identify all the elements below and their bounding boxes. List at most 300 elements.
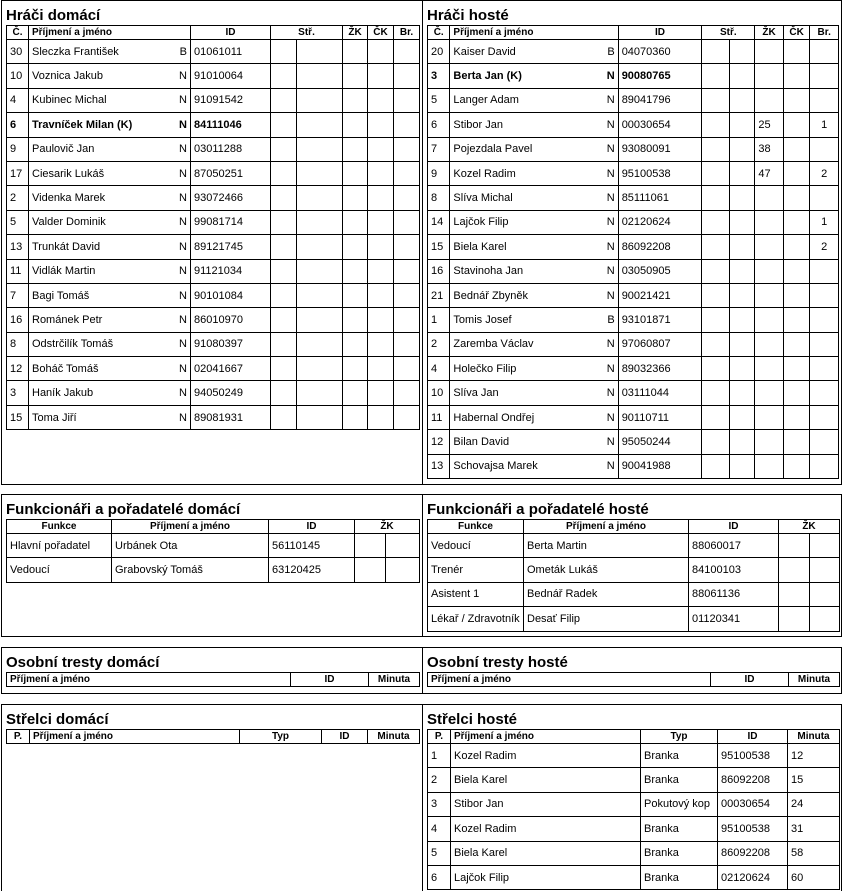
scorer-row — [428, 841, 840, 865]
player-str — [702, 357, 730, 381]
player-ck — [783, 210, 810, 234]
player-flag: N — [606, 70, 615, 83]
player-number: 5 — [428, 88, 450, 112]
player-number: 1 — [428, 308, 450, 332]
player-br — [394, 40, 420, 64]
player-flag: N — [179, 240, 187, 253]
player-str — [702, 259, 730, 283]
player-row — [7, 210, 420, 234]
player-name-cell — [450, 88, 618, 112]
official-id: 56110145 — [269, 534, 355, 558]
official-name: Ometák Lukáš — [524, 558, 689, 582]
player-zk — [343, 405, 368, 429]
player-br — [810, 357, 839, 381]
scorer-name: Lajčok Filip — [451, 865, 641, 889]
col-ck: ČK — [783, 26, 810, 40]
player-number: 3 — [7, 381, 29, 405]
player-number: 9 — [7, 137, 29, 161]
penalties-home-table — [6, 672, 420, 687]
player-name: Románek Petr — [32, 313, 103, 326]
scorer-type: Pokutový kop — [641, 792, 718, 816]
scorer-name: Kozel Radim — [451, 744, 641, 768]
player-flag: N — [179, 289, 187, 302]
player-name-cell — [29, 64, 191, 88]
player-str — [702, 113, 730, 137]
player-number: 6 — [428, 113, 450, 137]
player-ck — [783, 283, 810, 307]
player-name: Videnka Marek — [32, 192, 106, 205]
player-number: 10 — [428, 381, 450, 405]
player-name: Vidlák Martin — [32, 265, 96, 278]
player-str — [271, 113, 297, 137]
col-minute: Minuta — [368, 730, 420, 744]
player-id: 90101084 — [191, 283, 271, 307]
player-id: 02120624 — [618, 210, 702, 234]
player-name-cell — [450, 161, 618, 185]
scorers-home-header — [7, 730, 420, 744]
player-row — [7, 137, 420, 161]
player-str-extra — [297, 405, 343, 429]
player-name-cell — [29, 40, 191, 64]
player-br: 1 — [810, 113, 839, 137]
col-zk: ŽK — [343, 26, 368, 40]
player-str — [271, 283, 297, 307]
player-flag: N — [606, 216, 615, 229]
player-row — [428, 405, 839, 429]
scorer-row — [428, 744, 840, 768]
player-number: 7 — [7, 283, 29, 307]
player-br — [810, 137, 839, 161]
official-id: 63120425 — [269, 558, 355, 582]
player-row — [7, 235, 420, 259]
player-str — [271, 381, 297, 405]
player-str — [271, 357, 297, 381]
scorer-order: 1 — [428, 744, 451, 768]
player-br — [394, 235, 420, 259]
player-str — [702, 430, 730, 454]
player-str-extra — [729, 430, 755, 454]
player-id: 84111046 — [191, 113, 271, 137]
player-name: Lajčok Filip — [453, 216, 509, 229]
player-br — [394, 332, 420, 356]
player-str — [271, 210, 297, 234]
players-home-title: Hráči domácí — [6, 7, 101, 24]
player-zk — [755, 454, 784, 478]
player-str-extra — [729, 235, 755, 259]
player-str-extra — [729, 64, 755, 88]
player-zk — [343, 64, 368, 88]
scorer-name: Biela Karel — [451, 768, 641, 792]
player-row — [428, 283, 839, 307]
col-id: ID — [191, 26, 271, 40]
player-flag: N — [179, 338, 187, 351]
player-name: Toma Jiří — [32, 411, 77, 424]
penalties-away-table — [427, 672, 840, 687]
player-row — [7, 308, 420, 332]
player-number: 17 — [7, 161, 29, 185]
scorer-minute: 58 — [788, 841, 840, 865]
player-br: 1 — [810, 210, 839, 234]
player-number: 3 — [428, 64, 450, 88]
player-row — [428, 161, 839, 185]
player-ck — [368, 137, 394, 161]
player-br — [394, 381, 420, 405]
official-role: Trenér — [428, 558, 524, 582]
player-row — [7, 186, 420, 210]
player-zk — [755, 332, 784, 356]
player-row — [428, 186, 839, 210]
official-id: 88061136 — [689, 582, 779, 606]
scorers-away-title: Střelci hosté — [427, 711, 518, 728]
col-id: ID — [269, 520, 355, 534]
player-str — [271, 259, 297, 283]
player-row — [428, 64, 839, 88]
player-name: Haník Jakub — [32, 387, 94, 400]
player-br — [810, 259, 839, 283]
col-id: ID — [291, 673, 369, 687]
player-str — [702, 137, 730, 161]
col-str: Stř. — [702, 26, 755, 40]
player-name: Valder Dominik — [32, 216, 106, 229]
scorer-name: Stibor Jan — [451, 792, 641, 816]
player-number: 2 — [7, 186, 29, 210]
col-p: P. — [428, 730, 451, 744]
scorer-order: 3 — [428, 792, 451, 816]
player-number: 8 — [7, 332, 29, 356]
player-flag: N — [606, 338, 615, 351]
player-number: 4 — [7, 88, 29, 112]
player-br — [810, 430, 839, 454]
player-row — [428, 357, 839, 381]
player-ck — [368, 210, 394, 234]
player-ck — [783, 88, 810, 112]
player-number: 7 — [428, 137, 450, 161]
player-str — [271, 88, 297, 112]
player-id: 93080091 — [618, 137, 702, 161]
scorer-id: 02120624 — [718, 865, 788, 889]
player-str — [702, 405, 730, 429]
player-flag: N — [179, 94, 187, 107]
player-name-cell — [450, 283, 618, 307]
player-row — [7, 283, 420, 307]
scorer-minute: 60 — [788, 865, 840, 889]
player-zk — [343, 186, 368, 210]
player-str-extra — [729, 210, 755, 234]
player-id: 89041796 — [618, 88, 702, 112]
player-ck — [368, 283, 394, 307]
player-str — [702, 332, 730, 356]
player-name-cell — [29, 332, 191, 356]
player-id: 01061011 — [191, 40, 271, 64]
player-name-cell — [450, 430, 618, 454]
player-name-cell — [450, 357, 618, 381]
player-flag: N — [179, 362, 187, 375]
player-row — [7, 88, 420, 112]
player-row — [428, 332, 839, 356]
official-role: Vedoucí — [428, 534, 524, 558]
player-zk: 25 — [755, 113, 784, 137]
scorers-home-title: Střelci domácí — [6, 711, 109, 728]
player-zk — [755, 40, 784, 64]
col-name: Příjmení a jméno — [451, 730, 641, 744]
player-id: 91121034 — [191, 259, 271, 283]
player-number: 12 — [7, 357, 29, 381]
player-str-extra — [729, 283, 755, 307]
official-zk — [355, 534, 386, 558]
official-role: Asistent 1 — [428, 582, 524, 606]
col-name: Příjmení a jméno — [29, 26, 191, 40]
player-ck — [783, 40, 810, 64]
player-id: 89121745 — [191, 235, 271, 259]
col-zk: ŽK — [355, 520, 420, 534]
player-ck — [783, 454, 810, 478]
player-row — [7, 332, 420, 356]
col-str: Stř. — [271, 26, 343, 40]
player-ck — [368, 113, 394, 137]
player-id: 02041667 — [191, 357, 271, 381]
player-number: 11 — [7, 259, 29, 283]
penalties-home-title: Osobní tresty domácí — [6, 654, 160, 671]
player-zk: 47 — [755, 161, 784, 185]
player-flag: N — [606, 240, 615, 253]
players-home-table — [6, 25, 420, 430]
player-row — [428, 137, 839, 161]
player-name: Kaiser David — [453, 45, 516, 58]
player-name: Bednář Zbyněk — [453, 289, 529, 302]
player-name: Odstrčilík Tomáš — [32, 338, 114, 351]
player-br — [810, 405, 839, 429]
player-str — [271, 308, 297, 332]
player-flag: N — [606, 118, 615, 131]
player-name-cell — [29, 88, 191, 112]
official-zk-extra — [810, 534, 840, 558]
player-br — [394, 113, 420, 137]
scorer-row — [428, 792, 840, 816]
player-name-cell — [450, 210, 618, 234]
player-row — [428, 381, 839, 405]
player-name: Biela Karel — [453, 240, 507, 253]
col-ck: ČK — [368, 26, 394, 40]
players-home-header — [7, 26, 420, 40]
player-flag: N — [179, 387, 187, 400]
player-flag: N — [606, 289, 615, 302]
player-name: Tomis Josef — [453, 313, 512, 326]
player-name-cell — [29, 186, 191, 210]
player-name: Kozel Radim — [453, 167, 516, 180]
scorers-away-header — [428, 730, 840, 744]
player-zk — [343, 357, 368, 381]
player-number: 15 — [7, 405, 29, 429]
player-str-extra — [297, 308, 343, 332]
player-str-extra — [297, 283, 343, 307]
player-name-cell — [450, 381, 618, 405]
player-row — [7, 357, 420, 381]
player-br — [394, 283, 420, 307]
scorer-id: 86092208 — [718, 768, 788, 792]
penalties-away-title: Osobní tresty hosté — [427, 654, 568, 671]
scorer-minute: 12 — [788, 744, 840, 768]
player-br — [394, 137, 420, 161]
player-id: 91010064 — [191, 64, 271, 88]
player-ck — [368, 308, 394, 332]
player-br — [394, 405, 420, 429]
player-name-cell — [450, 308, 618, 332]
col-zk: ŽK — [755, 26, 784, 40]
player-name-cell — [450, 137, 618, 161]
player-name: Paulovič Jan — [32, 143, 95, 156]
player-id: 85111061 — [618, 186, 702, 210]
player-zk — [343, 137, 368, 161]
player-zk — [343, 88, 368, 112]
player-br — [394, 308, 420, 332]
player-id: 89081931 — [191, 405, 271, 429]
player-number: 30 — [7, 40, 29, 64]
player-str-extra — [297, 381, 343, 405]
player-str-extra — [297, 161, 343, 185]
player-id: 90021421 — [618, 283, 702, 307]
col-name: Příjmení a jméno — [524, 520, 689, 534]
player-str-extra — [729, 454, 755, 478]
player-flag: N — [179, 118, 187, 131]
player-str — [271, 235, 297, 259]
player-str-extra — [297, 40, 343, 64]
player-flag: N — [606, 94, 615, 107]
player-flag: N — [179, 143, 187, 156]
player-flag: N — [606, 411, 615, 424]
player-name: Schovajsa Marek — [453, 460, 538, 473]
player-name: Slíva Jan — [453, 387, 499, 400]
player-flag: N — [606, 143, 615, 156]
player-zk — [343, 381, 368, 405]
player-id: 04070360 — [618, 40, 702, 64]
player-row — [428, 235, 839, 259]
player-zk — [343, 308, 368, 332]
official-name: Berta Martin — [524, 534, 689, 558]
player-name-cell — [29, 235, 191, 259]
player-br — [810, 186, 839, 210]
player-row — [7, 161, 420, 185]
player-id: 03011288 — [191, 137, 271, 161]
player-ck — [368, 357, 394, 381]
player-number: 4 — [428, 357, 450, 381]
player-str-extra — [297, 357, 343, 381]
player-flag: N — [606, 460, 615, 473]
player-id: 86010970 — [191, 308, 271, 332]
player-str — [702, 161, 730, 185]
official-zk-extra — [810, 558, 840, 582]
officials-away-title: Funkcionáři a pořadatelé hosté — [427, 501, 649, 518]
player-str — [271, 137, 297, 161]
player-flag: N — [606, 435, 615, 448]
player-flag: N — [179, 265, 187, 278]
official-role: Vedoucí — [7, 558, 112, 582]
player-flag: B — [607, 45, 615, 58]
player-str-extra — [297, 332, 343, 356]
col-type: Typ — [641, 730, 718, 744]
scorers-away-table — [427, 729, 840, 890]
player-id: 03111044 — [618, 381, 702, 405]
player-id: 87050251 — [191, 161, 271, 185]
player-id: 90041988 — [618, 454, 702, 478]
player-number: 14 — [428, 210, 450, 234]
player-name: Travníček Milan (K) — [32, 118, 133, 131]
scorer-name: Kozel Radim — [451, 817, 641, 841]
scorer-type: Branka — [641, 768, 718, 792]
player-zk — [755, 405, 784, 429]
player-number: 6 — [7, 113, 29, 137]
officials-away-section — [422, 494, 842, 637]
col-type: Typ — [240, 730, 322, 744]
player-row — [428, 308, 839, 332]
official-zk-extra — [386, 558, 420, 582]
player-br — [810, 454, 839, 478]
player-str-extra — [729, 113, 755, 137]
player-zk — [755, 430, 784, 454]
player-name-cell — [450, 113, 618, 137]
player-br — [394, 88, 420, 112]
player-number: 12 — [428, 430, 450, 454]
player-row — [428, 259, 839, 283]
player-row — [428, 210, 839, 234]
official-role: Lékař / Zdravotník — [428, 607, 524, 631]
player-flag: N — [179, 216, 187, 229]
player-flag: B — [607, 313, 615, 326]
player-str-extra — [729, 137, 755, 161]
scorer-id: 95100538 — [718, 817, 788, 841]
player-str — [702, 88, 730, 112]
player-zk — [755, 64, 784, 88]
scorer-row — [428, 865, 840, 889]
player-number: 13 — [7, 235, 29, 259]
player-zk — [755, 357, 784, 381]
player-id: 89032366 — [618, 357, 702, 381]
player-br: 2 — [810, 235, 839, 259]
player-row — [428, 113, 839, 137]
player-name: Kubinec Michal — [32, 94, 107, 107]
col-id: ID — [322, 730, 368, 744]
player-zk — [755, 259, 784, 283]
officials-home-title: Funkcionáři a pořadatelé domácí — [6, 501, 241, 518]
player-flag: N — [179, 411, 187, 424]
officials-away-header — [428, 520, 840, 534]
player-ck — [368, 88, 394, 112]
player-name: Ciesarik Lukáš — [32, 167, 105, 180]
player-ck — [783, 161, 810, 185]
player-str-extra — [729, 259, 755, 283]
col-zk: ŽK — [779, 520, 840, 534]
player-name-cell — [29, 308, 191, 332]
player-zk — [343, 283, 368, 307]
scorer-type: Branka — [641, 865, 718, 889]
player-flag: N — [606, 265, 615, 278]
player-zk — [755, 235, 784, 259]
col-role: Funkce — [428, 520, 524, 534]
player-row — [428, 430, 839, 454]
player-name: Holečko Filip — [453, 362, 517, 375]
player-row — [7, 259, 420, 283]
players-away-title: Hráči hosté — [427, 7, 509, 24]
player-zk — [755, 88, 784, 112]
player-row — [428, 40, 839, 64]
player-name: Habernal Ondřej — [453, 411, 535, 424]
player-ck — [783, 64, 810, 88]
official-zk-extra — [810, 582, 840, 606]
player-str-extra — [729, 186, 755, 210]
player-id: 99081714 — [191, 210, 271, 234]
player-str-extra — [729, 308, 755, 332]
player-str — [702, 283, 730, 307]
official-name: Urbánek Ota — [112, 534, 269, 558]
